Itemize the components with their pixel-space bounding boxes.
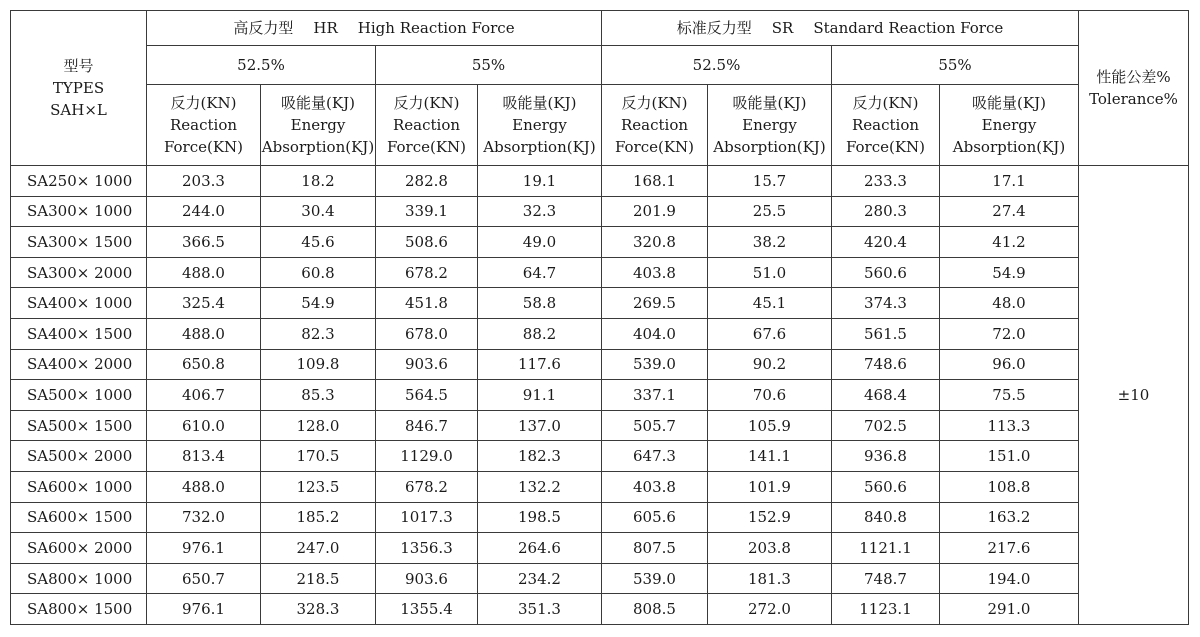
energy-absorption-cell: 291.0 (940, 594, 1079, 625)
reaction-force-cell: 233.3 (832, 166, 940, 197)
energy-header-line: Absorption(KJ) (952, 138, 1066, 156)
hr-group-en: High Reaction Force (357, 19, 515, 37)
energy-absorption-cell: 72.0 (940, 318, 1079, 349)
energy-header-line: 吸能量(KJ) (281, 94, 355, 112)
table-row (11, 410, 1189, 441)
reaction-force-cell: 610.0 (147, 410, 261, 441)
reaction-force-cell: 936.8 (832, 441, 940, 472)
reaction-force-cell: 403.8 (602, 471, 708, 502)
force-header-line: Reaction (392, 116, 461, 134)
reaction-force-cell: 1129.0 (376, 441, 478, 472)
energy-absorption-cell: 60.8 (261, 257, 376, 288)
energy-absorption-cell: 132.2 (478, 471, 602, 502)
compression-header: 55% (832, 46, 1079, 85)
energy-absorption-cell: 32.3 (478, 196, 602, 227)
energy-absorption-cell: 163.2 (940, 502, 1079, 533)
tolerance-header (1079, 11, 1189, 166)
sr-group-header (602, 11, 1079, 46)
reaction-force-cell: 320.8 (602, 227, 708, 258)
model-cell: SA600× 1000 (11, 471, 147, 502)
energy-header-line: 吸能量(KJ) (732, 94, 807, 112)
reaction-force-cell: 650.7 (147, 563, 261, 594)
model-cell: SA400× 1500 (11, 318, 147, 349)
energy-absorption-cell: 88.2 (478, 318, 602, 349)
energy-header (940, 85, 1079, 166)
energy-absorption-cell: 101.9 (708, 471, 832, 502)
energy-absorption-cell: 181.3 (708, 563, 832, 594)
reaction-force-cell: 282.8 (376, 166, 478, 197)
energy-absorption-cell: 198.5 (478, 502, 602, 533)
table-row (11, 563, 1189, 594)
sr-group-code: SR (771, 19, 794, 37)
energy-absorption-cell: 128.0 (261, 410, 376, 441)
reaction-force-cell: 406.7 (147, 380, 261, 411)
energy-absorption-cell: 185.2 (261, 502, 376, 533)
energy-absorption-cell: 203.8 (708, 533, 832, 564)
reaction-force-cell: 678.0 (376, 318, 478, 349)
energy-header-line: Energy (981, 116, 1037, 134)
reaction-force-cell: 813.4 (147, 441, 261, 472)
model-cell: SA300× 1500 (11, 227, 147, 258)
reaction-force-cell: 508.6 (376, 227, 478, 258)
force-header-line: 反力(KN) (170, 94, 237, 112)
energy-absorption-cell: 264.6 (478, 533, 602, 564)
reaction-force-cell: 539.0 (602, 563, 708, 594)
model-cell: SA800× 1000 (11, 563, 147, 594)
energy-absorption-cell: 58.8 (478, 288, 602, 319)
energy-absorption-cell: 67.6 (708, 318, 832, 349)
table-row (11, 441, 1189, 472)
table-body (11, 166, 1189, 625)
reaction-force-cell: 451.8 (376, 288, 478, 319)
energy-absorption-cell: 105.9 (708, 410, 832, 441)
energy-absorption-cell: 182.3 (478, 441, 602, 472)
reaction-force-cell: 403.8 (602, 257, 708, 288)
reaction-force-cell: 244.0 (147, 196, 261, 227)
energy-absorption-cell: 49.0 (478, 227, 602, 258)
reaction-force-cell: 560.6 (832, 257, 940, 288)
reaction-force-cell: 647.3 (602, 441, 708, 472)
energy-absorption-cell: 45.6 (261, 227, 376, 258)
reaction-force-cell: 748.6 (832, 349, 940, 380)
reaction-force-cell: 269.5 (602, 288, 708, 319)
energy-header (478, 85, 602, 166)
energy-header-line: Energy (290, 116, 346, 134)
reaction-force-cell: 650.8 (147, 349, 261, 380)
table-row (11, 318, 1189, 349)
energy-absorption-cell: 170.5 (261, 441, 376, 472)
reaction-force-cell: 488.0 (147, 471, 261, 502)
reaction-force-cell: 903.6 (376, 349, 478, 380)
reaction-force-cell: 976.1 (147, 533, 261, 564)
reaction-force-cell: 366.5 (147, 227, 261, 258)
force-header (147, 85, 261, 166)
header-row-compression (11, 46, 1189, 85)
energy-absorption-cell: 218.5 (261, 563, 376, 594)
energy-absorption-cell: 328.3 (261, 594, 376, 625)
energy-absorption-cell: 234.2 (478, 563, 602, 594)
force-header (602, 85, 708, 166)
reaction-force-cell: 325.4 (147, 288, 261, 319)
table-row (11, 594, 1189, 625)
table-row (11, 471, 1189, 502)
energy-absorption-cell: 109.8 (261, 349, 376, 380)
energy-absorption-cell: 30.4 (261, 196, 376, 227)
energy-absorption-cell: 247.0 (261, 533, 376, 564)
table-row (11, 288, 1189, 319)
tolerance-cell: ±10 (1079, 166, 1189, 625)
energy-absorption-cell: 19.1 (478, 166, 602, 197)
reaction-force-cell: 903.6 (376, 563, 478, 594)
reaction-force-cell: 339.1 (376, 196, 478, 227)
reaction-force-cell: 203.3 (147, 166, 261, 197)
reaction-force-cell: 488.0 (147, 318, 261, 349)
reaction-force-cell: 560.6 (832, 471, 940, 502)
model-header-dims: SAH×L (50, 101, 107, 119)
energy-absorption-cell: 54.9 (261, 288, 376, 319)
reaction-force-cell: 808.5 (602, 594, 708, 625)
energy-absorption-cell: 82.3 (261, 318, 376, 349)
energy-header-line: 吸能量(KJ) (972, 94, 1046, 112)
reaction-force-cell: 1123.1 (832, 594, 940, 625)
force-header-line: 反力(KN) (621, 94, 688, 112)
energy-header-line: Energy (742, 116, 797, 134)
energy-absorption-cell: 108.8 (940, 471, 1079, 502)
energy-absorption-cell: 75.5 (940, 380, 1079, 411)
energy-absorption-cell: 70.6 (708, 380, 832, 411)
reaction-force-cell: 374.3 (832, 288, 940, 319)
model-cell: SA500× 1000 (11, 380, 147, 411)
tolerance-header-cn: 性能公差% (1096, 68, 1171, 86)
energy-header (261, 85, 376, 166)
sr-group-cn: 标准反力型 (676, 19, 752, 37)
force-header-line: Force(KN) (386, 138, 467, 156)
table-row (11, 227, 1189, 258)
energy-header (708, 85, 832, 166)
energy-absorption-cell: 54.9 (940, 257, 1079, 288)
fender-performance-table (10, 10, 1189, 625)
energy-header-line: Absorption(KJ) (713, 138, 826, 156)
energy-header-line: Energy (512, 116, 567, 134)
model-cell: SA500× 1500 (11, 410, 147, 441)
force-header (832, 85, 940, 166)
reaction-force-cell: 505.7 (602, 410, 708, 441)
energy-absorption-cell: 141.1 (708, 441, 832, 472)
reaction-force-cell: 337.1 (602, 380, 708, 411)
energy-absorption-cell: 25.5 (708, 196, 832, 227)
energy-absorption-cell: 351.3 (478, 594, 602, 625)
model-cell: SA500× 2000 (11, 441, 147, 472)
reaction-force-cell: 702.5 (832, 410, 940, 441)
model-cell: SA300× 1000 (11, 196, 147, 227)
reaction-force-cell: 201.9 (602, 196, 708, 227)
energy-absorption-cell: 38.2 (708, 227, 832, 258)
energy-absorption-cell: 137.0 (478, 410, 602, 441)
reaction-force-cell: 561.5 (832, 318, 940, 349)
table-row (11, 349, 1189, 380)
reaction-force-cell: 748.7 (832, 563, 940, 594)
compression-header: 52.5% (147, 46, 376, 85)
energy-absorption-cell: 91.1 (478, 380, 602, 411)
energy-absorption-cell: 152.9 (708, 502, 832, 533)
table-row (11, 380, 1189, 411)
reaction-force-cell: 1121.1 (832, 533, 940, 564)
reaction-force-cell: 678.2 (376, 257, 478, 288)
model-header-cn: 型号 (63, 57, 94, 75)
force-header-line: Force(KN) (163, 138, 244, 156)
table-row (11, 196, 1189, 227)
energy-absorption-cell: 45.1 (708, 288, 832, 319)
energy-absorption-cell: 27.4 (940, 196, 1079, 227)
reaction-force-cell: 539.0 (602, 349, 708, 380)
reaction-force-cell: 976.1 (147, 594, 261, 625)
reaction-force-cell: 846.7 (376, 410, 478, 441)
force-header (376, 85, 478, 166)
model-header-en: TYPES (52, 79, 105, 97)
energy-absorption-cell: 64.7 (478, 257, 602, 288)
model-cell: SA600× 2000 (11, 533, 147, 564)
energy-absorption-cell: 151.0 (940, 441, 1079, 472)
reaction-force-cell: 840.8 (832, 502, 940, 533)
reaction-force-cell: 678.2 (376, 471, 478, 502)
force-header-line: Reaction (169, 116, 238, 134)
model-cell: SA300× 2000 (11, 257, 147, 288)
reaction-force-cell: 1017.3 (376, 502, 478, 533)
reaction-force-cell: 807.5 (602, 533, 708, 564)
header-row-groups (11, 11, 1189, 46)
energy-header-line: Absorption(KJ) (261, 138, 375, 156)
table-row (11, 257, 1189, 288)
energy-header-line: Absorption(KJ) (483, 138, 596, 156)
reaction-force-cell: 605.6 (602, 502, 708, 533)
force-header-line: Reaction (851, 116, 920, 134)
energy-absorption-cell: 117.6 (478, 349, 602, 380)
header-row-units (11, 85, 1189, 166)
energy-absorption-cell: 15.7 (708, 166, 832, 197)
energy-absorption-cell: 90.2 (708, 349, 832, 380)
energy-absorption-cell: 123.5 (261, 471, 376, 502)
table-row (11, 166, 1189, 197)
reaction-force-cell: 404.0 (602, 318, 708, 349)
reaction-force-cell: 468.4 (832, 380, 940, 411)
reaction-force-cell: 1356.3 (376, 533, 478, 564)
compression-header: 55% (376, 46, 602, 85)
energy-absorption-cell: 48.0 (940, 288, 1079, 319)
force-header-line: Force(KN) (845, 138, 926, 156)
model-cell: SA400× 2000 (11, 349, 147, 380)
force-header-line: Force(KN) (614, 138, 695, 156)
force-header-line: Reaction (620, 116, 689, 134)
sr-group-en: Standard Reaction Force (813, 19, 1004, 37)
tolerance-header-en: Tolerance% (1089, 90, 1178, 108)
model-cell: SA400× 1000 (11, 288, 147, 319)
energy-absorption-cell: 194.0 (940, 563, 1079, 594)
reaction-force-cell: 280.3 (832, 196, 940, 227)
hr-group-cn: 高反力型 (233, 19, 294, 37)
hr-group-header (147, 11, 602, 46)
energy-absorption-cell: 96.0 (940, 349, 1079, 380)
hr-group-code: HR (313, 19, 338, 37)
energy-absorption-cell: 51.0 (708, 257, 832, 288)
energy-absorption-cell: 18.2 (261, 166, 376, 197)
energy-header-line: 吸能量(KJ) (502, 94, 577, 112)
reaction-force-cell: 420.4 (832, 227, 940, 258)
model-header (11, 11, 147, 166)
table-row (11, 533, 1189, 564)
force-header-line: 反力(KN) (393, 94, 460, 112)
table-row (11, 502, 1189, 533)
model-cell: SA600× 1500 (11, 502, 147, 533)
energy-absorption-cell: 217.6 (940, 533, 1079, 564)
energy-absorption-cell: 17.1 (940, 166, 1079, 197)
reaction-force-cell: 1355.4 (376, 594, 478, 625)
model-cell: SA800× 1500 (11, 594, 147, 625)
reaction-force-cell: 168.1 (602, 166, 708, 197)
energy-absorption-cell: 272.0 (708, 594, 832, 625)
reaction-force-cell: 564.5 (376, 380, 478, 411)
energy-absorption-cell: 85.3 (261, 380, 376, 411)
reaction-force-cell: 488.0 (147, 257, 261, 288)
energy-absorption-cell: 41.2 (940, 227, 1079, 258)
compression-header: 52.5% (602, 46, 832, 85)
energy-absorption-cell: 113.3 (940, 410, 1079, 441)
spec-table-container (10, 10, 1189, 625)
model-cell: SA250× 1000 (11, 166, 147, 197)
reaction-force-cell: 732.0 (147, 502, 261, 533)
force-header-line: 反力(KN) (852, 94, 919, 112)
